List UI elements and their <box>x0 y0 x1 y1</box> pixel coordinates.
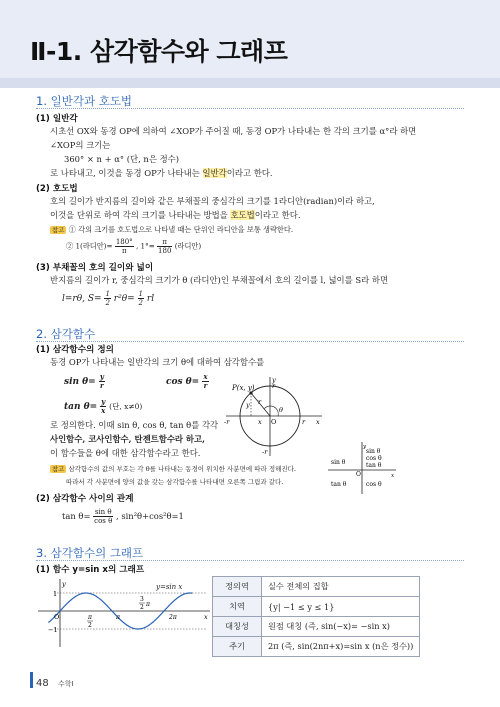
y-axis-label: y <box>272 376 276 384</box>
q2-sin: sin θ <box>331 459 346 466</box>
general-angle-line2: ∠XOP의 크기는 <box>50 140 111 150</box>
x-axis-label: x <box>204 613 208 621</box>
property-key: 치역 <box>213 597 262 617</box>
text: 이것을 단위로 하여 각의 크기를 나타내는 방법을 <box>50 210 231 220</box>
x-value-label: x <box>258 418 262 426</box>
note-tag: 참고 <box>52 226 65 234</box>
text: 삼각함수의 값의 부호는 각 θ를 나타내는 동경이 위치한 사분면에 따라 정해진다. <box>68 465 297 473</box>
property-value: 실수 전체의 집합 <box>262 577 420 597</box>
page-number: 48 <box>36 678 49 689</box>
denominator: r <box>203 381 208 390</box>
x-label: x <box>391 473 395 479</box>
text: ① 각의 크기를 호도법으로 나타낼 때는 단위인 라디안을 보통 생략한다. <box>68 225 294 234</box>
chapter-title: Ⅱ-1. 삼각함수와 그래프 <box>30 37 288 66</box>
radian-note2 <box>66 238 201 255</box>
text: r²θ= <box>113 294 135 304</box>
sin-definition <box>64 373 105 390</box>
r-top-label: r <box>272 382 276 390</box>
y-label: y <box>363 444 367 450</box>
numerator: 1 <box>105 290 110 298</box>
text: , 1°= <box>135 241 155 251</box>
general-angle-line3 <box>50 167 273 179</box>
property-value: 원점 대칭 (즉, sin(−x)= −sin x) <box>262 617 420 637</box>
fraction <box>104 290 110 307</box>
definition-line1: 동경 OP가 나타내는 일반각의 크기 θ에 대하여 삼각함수를 <box>50 357 265 367</box>
numerator: 1 <box>138 290 144 298</box>
q4-cos: cos θ <box>366 481 382 488</box>
neg-r-bottom-label: -r <box>262 448 268 456</box>
two-pi-label: 2π <box>169 614 177 621</box>
table-row <box>213 597 420 617</box>
property-value: {y| −1 ≤ y ≤ 1} <box>262 597 420 617</box>
definition-line3: 사인함수, 코사인함수, 탄젠트함수라 하고, <box>50 434 206 444</box>
sin-properties-table <box>212 576 420 657</box>
fraction <box>115 238 134 255</box>
sector-line1: 반지름의 길이가 r, 중심각의 크기가 θ (라디안)인 부채꼴에서 호의 길이를 l, 넓이를 S라 하면 <box>50 275 389 285</box>
section-2-title: 2. 삼각함수 <box>36 327 96 341</box>
q1-tan: tan θ <box>366 462 382 469</box>
denominator: 180 <box>158 247 172 255</box>
q1-cos: cos θ <box>366 455 382 462</box>
text: l=rθ, S= <box>62 294 102 304</box>
denominator: 2 <box>138 299 144 307</box>
text: tan θ= <box>62 511 91 521</box>
text: sin θ= <box>64 377 96 387</box>
unit-circle-diagram <box>222 374 324 458</box>
property-value: 2π (즉, sin(2nπ+x)=sin x (n은 정수)) <box>262 637 420 657</box>
text: 이라고 한다. <box>226 168 273 178</box>
curve-label: y=sin x <box>156 583 183 591</box>
fraction <box>99 373 105 390</box>
origin-label: O <box>271 418 277 426</box>
radian-line1: 호의 길이가 반지름의 길이와 같은 부채꼴의 중심각의 크기를 1라디안(radian)이라 하고, <box>50 196 375 206</box>
y-value-label: y <box>246 401 250 409</box>
sub-definition: (1) 삼각함수의 정의 <box>36 345 114 355</box>
section-3-title: 3. 삼각함수의 그래프 <box>36 546 144 560</box>
text: 로 나타내고, 이것을 동경 OP가 나타내는 <box>50 168 203 178</box>
general-angle-line1: 시초선 OX와 동경 OP에 의하여 ∠XOP가 주어질 때, 동경 OP가 나타내는 한 각의 크기를 α°라 하면 <box>50 126 417 136</box>
x-axis-label: x <box>316 418 320 426</box>
text: (라디안) <box>174 241 202 251</box>
half-pi-num: π <box>88 614 92 621</box>
text: ② 1(라디안)= <box>66 241 113 251</box>
fraction <box>157 238 172 255</box>
sin-graph <box>36 577 212 649</box>
text: 이라고 한다. <box>254 210 301 220</box>
property-key: 주기 <box>213 637 262 657</box>
text: rl <box>146 294 155 304</box>
sub-sin-graph: (1) 함수 y=sin x의 그래프 <box>36 565 145 575</box>
three-half-pi-num: 3 <box>140 596 144 603</box>
y-neg-one-label: −1 <box>48 626 58 634</box>
r-label: r <box>258 398 262 406</box>
text: , sin²θ+cos²θ=1 <box>116 511 184 521</box>
sub-relations: (2) 삼각함수 사이의 관계 <box>36 494 134 504</box>
denominator: 2 <box>105 299 110 307</box>
highlight-radian: 호도법 <box>230 210 255 220</box>
sign-note2: 따라서 각 사분면에 양의 값을 갖는 삼각함수를 나타내면 오른쪽 그림과 같다. <box>66 478 284 486</box>
fraction <box>138 290 144 307</box>
table-row <box>213 637 420 657</box>
radian-note1 <box>50 225 293 235</box>
cos-definition <box>166 373 209 390</box>
y-one-label: 1 <box>53 590 58 598</box>
numerator: 180° <box>115 238 133 246</box>
note-tag: 참고 <box>52 465 65 473</box>
property-key: 대칭성 <box>213 617 262 637</box>
property-key: 정의역 <box>213 577 262 597</box>
highlight-general-angle: 일반각 <box>202 168 227 178</box>
q1-sin: sin θ <box>366 448 381 455</box>
y-axis-label: y <box>62 580 66 588</box>
fraction <box>202 373 208 390</box>
general-angle-formula: 360° × n + α° (단, n은 정수) <box>64 154 180 164</box>
numerator: π <box>157 238 172 247</box>
three-half-pi-den: 2 <box>140 604 144 611</box>
three-half-pi-sym: π <box>146 601 150 608</box>
tan-definition <box>64 398 142 415</box>
text: tan θ= <box>64 402 98 412</box>
sign-note1 <box>50 464 296 473</box>
section-1-title: 1. 일반각과 호도법 <box>36 94 133 108</box>
sub-radian: (2) 호도법 <box>36 184 78 194</box>
text: cos θ= <box>166 377 200 387</box>
numerator: y <box>99 372 104 381</box>
sub-sector: (3) 부채꼴의 호의 길이와 넓이 <box>36 263 154 273</box>
table-row <box>213 577 420 597</box>
fraction <box>93 508 113 525</box>
book-title: 수학Ⅰ <box>58 680 74 688</box>
sub-general-angle: (1) 일반각 <box>36 114 78 124</box>
half-pi-den: 2 <box>88 622 92 629</box>
table-row <box>213 617 420 637</box>
definition-line2: 로 정의한다. 이때 sin θ, cos θ, tan θ를 각각 <box>50 420 219 430</box>
sector-formula <box>62 290 154 307</box>
q3-tan: tan θ <box>331 481 347 488</box>
denominator: cos θ <box>94 517 113 525</box>
numerator: x <box>203 372 208 381</box>
section-1-rule <box>36 108 464 109</box>
origin-label: O <box>54 613 60 621</box>
footer-marker <box>30 672 33 688</box>
theta-label: θ <box>279 406 283 414</box>
relations-formula <box>62 508 184 525</box>
radian-line2 <box>50 209 301 221</box>
numerator: sin θ <box>94 508 112 516</box>
origin-label: O <box>356 471 361 478</box>
r-right-label: r <box>302 418 306 426</box>
fraction <box>100 398 106 415</box>
point-p-label: P(x, y) <box>232 384 255 392</box>
header-strip <box>0 78 500 88</box>
definition-line4: 이 함수들을 θ에 대한 삼각함수라고 한다. <box>50 448 201 458</box>
quadrant-sign-diagram <box>326 440 398 496</box>
section-3-rule <box>36 560 464 561</box>
section-2-rule <box>36 341 464 342</box>
neg-r-left-label: -r <box>224 418 230 426</box>
denominator: r <box>100 381 104 390</box>
table-body <box>213 577 420 657</box>
numerator: y <box>101 397 106 406</box>
text: (단, x≠0) <box>109 402 143 411</box>
denominator: x <box>101 406 106 415</box>
pi-label: π <box>116 614 120 621</box>
denominator: π <box>121 247 127 255</box>
